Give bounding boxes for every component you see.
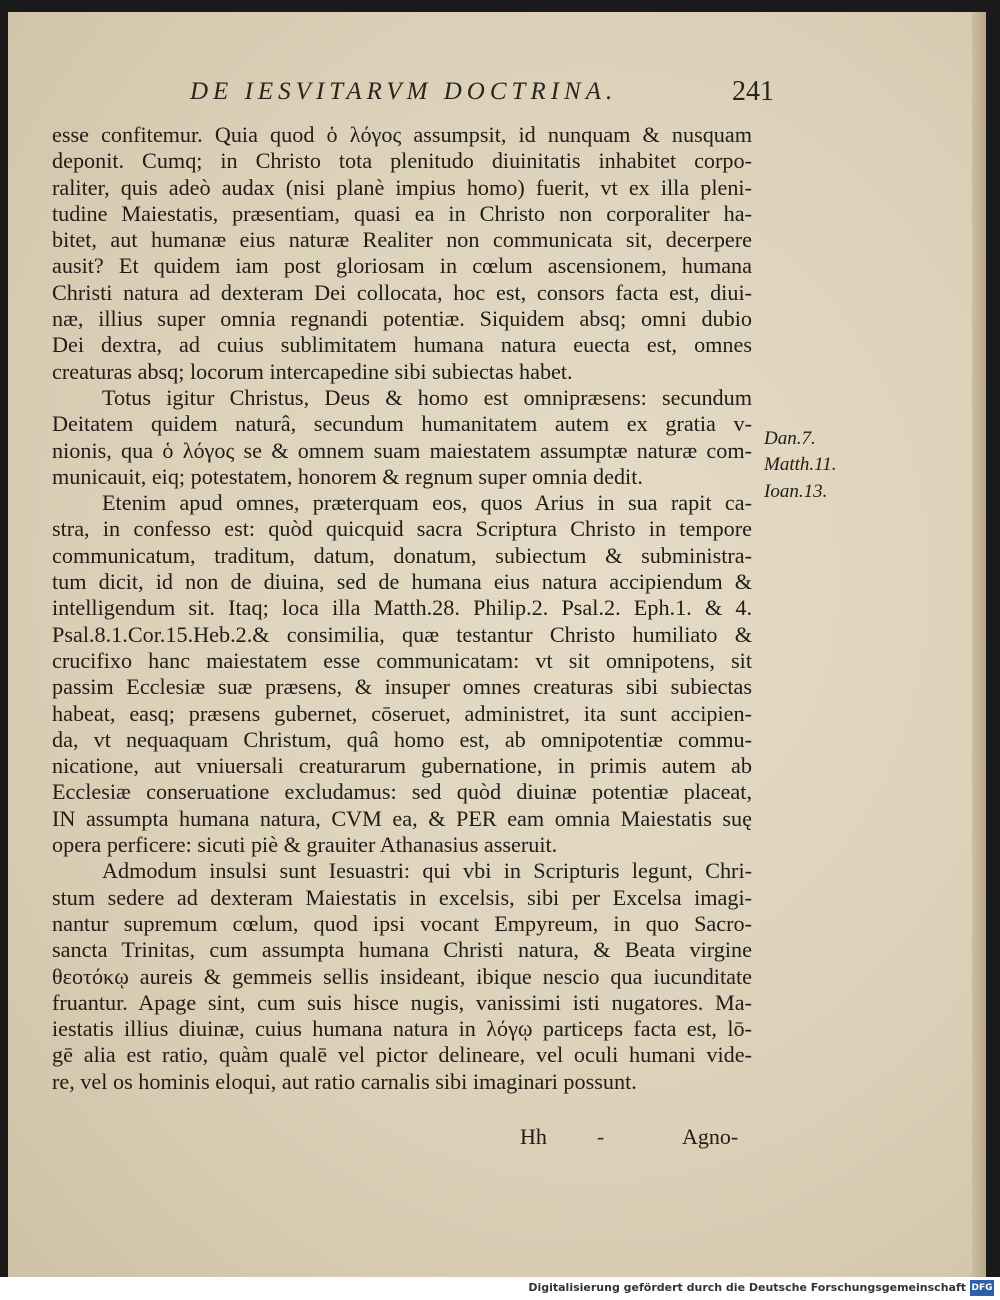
- margin-note: Matth.11.: [764, 454, 837, 476]
- text-line: raliter, quis adeò audax (nisi planè impius homo) fuerit, vt ex illa pleni-: [52, 174, 752, 200]
- text-line: da, vt nequaquam Christum, quâ homo est, ab omnipotentiæ commu-: [52, 726, 752, 752]
- page-edge: [972, 12, 986, 1277]
- text-line: nantur supremum cœlum, quod ipsi vocant Empyreum, in quo Sacro-: [52, 910, 752, 936]
- text-line: passim Ecclesiæ suæ præsens, & insuper omnes creaturas sibi subiectas: [52, 674, 752, 700]
- text-line: stra, in confesso est: quòd quicquid sacra Scriptura Christo in tempore: [52, 516, 752, 542]
- text-line: Ecclesiæ conseruatione excludamus: sed quòd diuinæ potentiæ placeat,: [52, 779, 752, 805]
- text-line: stum sedere ad dexteram Maiestatis in excelsis, sibi per Excelsa imagi-: [52, 884, 752, 910]
- text-line: gē alia est ratio, quàm qualē vel pictor delineare, vel oculi humani vide-: [52, 1042, 752, 1068]
- text-line: tum dicit, id non de diuina, sed de humana eius natura accipiendum &: [52, 569, 752, 595]
- margin-note: Dan.7.: [764, 428, 816, 449]
- text-line: Totus igitur Christus, Deus & homo est omnipræsens: secundum: [102, 384, 752, 410]
- page-number: 241: [732, 76, 774, 107]
- text-line: IN assumpta humana natura, CVM ea, & PER eam omnia Maiestatis suę: [52, 805, 752, 831]
- text-line: municauit, eiq; potestatem, honorem & regnum super omnia dedit.: [52, 463, 643, 489]
- text-line: opera perficere: sicuti piè & grauiter Athanasius asseruit.: [52, 832, 558, 858]
- text-line: Dei dextra, ad cuius sublimitatem humana natura euecta est, omnes: [52, 332, 752, 358]
- footer-bar: [0, 1277, 1000, 1300]
- text-line: sancta Trinitas, cum assumpta humana Christi natura, & Beata virgine: [52, 937, 752, 963]
- text-line: θεοτόκῳ aureis & gemmeis sellis insideant, ibique nescio qua iucunditate: [52, 963, 752, 989]
- text-line: Psal.8.1.Cor.15.Heb.2.& consimilia, quæ testantur Christo humiliato &: [52, 621, 752, 647]
- text-line: re, vel os hominis eloqui, aut ratio carnalis sibi imaginari possunt.: [52, 1068, 637, 1094]
- running-title: DE IESVITARVM DOCTRINA.: [190, 78, 618, 105]
- text-line: habeat, easq; præsens gubernet, cōseruet, administret, ita sunt accipien-: [52, 700, 752, 726]
- text-line: næ, illius super omnia regnandi potentiæ. Siquidem absq; omni dubio: [52, 306, 752, 332]
- text-line: crucifixo hanc maiestatem esse communicatam: vt sit omnipotens, sit: [52, 647, 752, 673]
- dfg-logo: DFG: [970, 1280, 994, 1296]
- text-line: Deitatem quidem naturâ, secundum humanitatem autem ex gratia v-: [52, 411, 752, 437]
- text-line: iestatis illius diuinæ, cuius humana natura in λόγῳ particeps facta est, lō-: [52, 1016, 752, 1042]
- body-text: [52, 122, 752, 1095]
- text-line: communicatum, traditum, datum, donatum, subiectum & subministra-: [52, 542, 752, 568]
- text-line: bitet, aut humanæ eius naturæ Realiter non communicata sit, decerpere: [52, 227, 752, 253]
- signature-mark: Hh: [520, 1124, 547, 1149]
- text-line: deponit. Cumq; in Christo tota plenitudo diuinitatis inhabitet corpo-: [52, 148, 752, 174]
- text-line: nionis, qua ὁ λόγος se & omnem suam maiestatem assumptæ naturæ com-: [52, 437, 752, 463]
- text-line: esse confitemur. Quia quod ὁ λόγος assumpsit, id nunquam & nusquam: [52, 122, 752, 147]
- text-line: intelligendum sit. Itaq; loca illa Matth.28. Philip.2. Psal.2. Eph.1. & 4.: [52, 595, 752, 621]
- text-line: nicatione, aut vniuersali creaturarum gubernatione, in primis autem ab: [52, 753, 752, 779]
- catchword: Agno-: [682, 1124, 739, 1149]
- text-line: fruantur. Apage sint, cum suis hisce nugis, vanissimi isti nugatores. Ma-: [52, 989, 752, 1015]
- margin-note: Ioan.13.: [764, 480, 828, 502]
- footer-credit: Digitalisierung gefördert durch die Deutsche Forschungsgemeinschaft: [528, 1281, 966, 1294]
- catchline-mark: -: [597, 1124, 605, 1149]
- text-line: ausit? Et quidem iam post gloriosam in cœlum ascensionem, humana: [52, 253, 752, 279]
- text-line: creaturas absq; locorum intercapedine sibi subiectas habet.: [52, 358, 573, 384]
- text-line: tudine Maiestatis, præsentiam, quasi ea in Christo non corporaliter ha-: [52, 200, 752, 226]
- text-line: Etenim apud omnes, præterquam eos, quos Arius in sua rapit ca-: [102, 490, 752, 516]
- text-line: Christi natura ad dexteram Dei collocata, hoc est, consors facta est, diui-: [52, 279, 752, 305]
- margin-notes: [764, 426, 864, 505]
- text-line: Admodum insulsi sunt Iesuastri: qui vbi in Scripturis legunt, Chri-: [102, 858, 752, 884]
